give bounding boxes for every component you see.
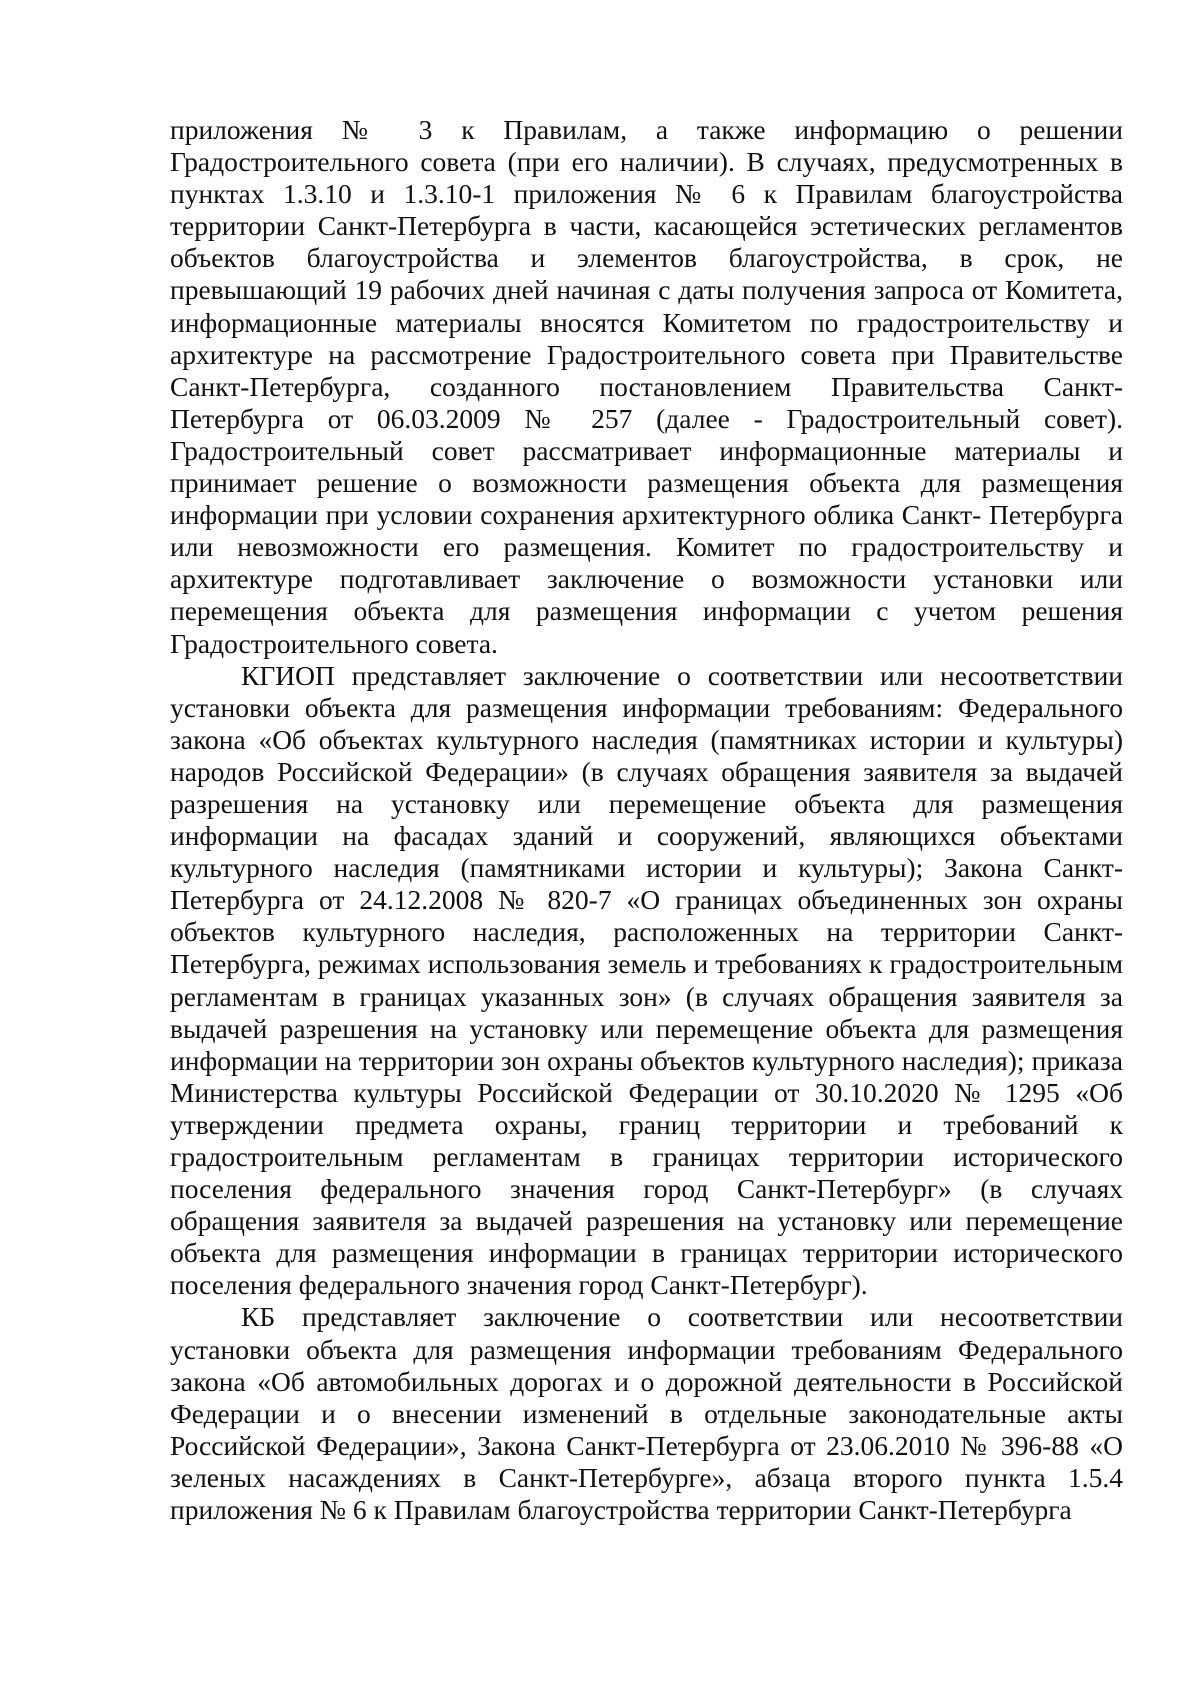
paragraph-2: КГИОП представляет заключение о соответствии или несоответствии установки объекта для размещения информации требованиям: Федерального закона «Об объектах культурного наследия (памятниках истории и культуры) народов Российской Федерации» (в случаях обращения заявителя за выдачей разрешения на установку или перемещение объекта для размещения информации на фасадах зданий и сооружений, являющихся объектами культурного наследия (памятниками истории и культуры); Закона Санкт-Петербурга от 24.12.2008 № 820-7 «О границах объединенных зон охраны объектов культурного наследия, расположенных на территории Санкт-Петербурга, режимах использования земель и требованиях к градостроительным регламентам в границах указанных зон» (в случаях обращения заявителя за выдачей разрешения на установку или перемещение объекта для размещения информации на территории зон охраны объектов культурного наследия); приказа Министерства культуры Российской Федерации от 30.10.2020 № 1295 «Об утверждении предмета охраны, границ территории и требований к градостроительным регламентам в границах территории исторического поселения федерального значения город Санкт-Петербург» (в случаях обращения заявителя за выдачей разрешения на установку или перемещение объекта для размещения информации в границах территории исторического поселения федерального значения город Санкт-Петербург). — [170, 659, 1123, 1301]
paragraph-1: приложения № 3 к Правилам, а также информацию о решении Градостроительного совета (при его наличии). В случаях, предусмотренных в пунктах 1.3.10 и 1.3.10-1 приложения № 6 к Правилам благоустройства территории Санкт-Петербурга в части, касающейся эстетических регламентов объектов благоустройства и элементов благоустройства, в срок, не превышающий 19 рабочих дней начиная с даты получения запроса от Комитета, информационные материалы вносятся Комитетом по градостроительству и архитектуре на рассмотрение Градостроительного совета при Правительстве Санкт-Петербурга, созданного постановлением Правительства Санкт- Петербурга от 06.03.2009 № 257 (далее - Градостроительный совет). Градостроительный совет рассматривает информационные материалы и принимает решение о возможности размещения объекта для размещения информации при условии сохранения архитектурного облика Санкт- Петербурга или невозможности его размещения. Комитет по градостроительству и архитектуре подготавливает заключение о возможности установки или перемещения объекта для размещения информации с учетом решения Градостроительного совета. — [170, 114, 1123, 659]
paragraph-3: КБ представляет заключение о соответствии или несоответствии установки объекта для размещения информации требованиям Федерального закона «Об автомобильных дорогах и о дорожной деятельности в Российской Федерации и о внесении изменений в отдельные законодательные акты Российской Федерации», Закона Санкт-Петербурга от 23.06.2010 № 396-88 «О зеленых насаждениях в Санкт-Петербурге», абзаца второго пункта 1.5.4 приложения № 6 к Правилам благоустройства территории Санкт-Петербурга — [170, 1301, 1123, 1526]
document-body — [170, 114, 1123, 1526]
